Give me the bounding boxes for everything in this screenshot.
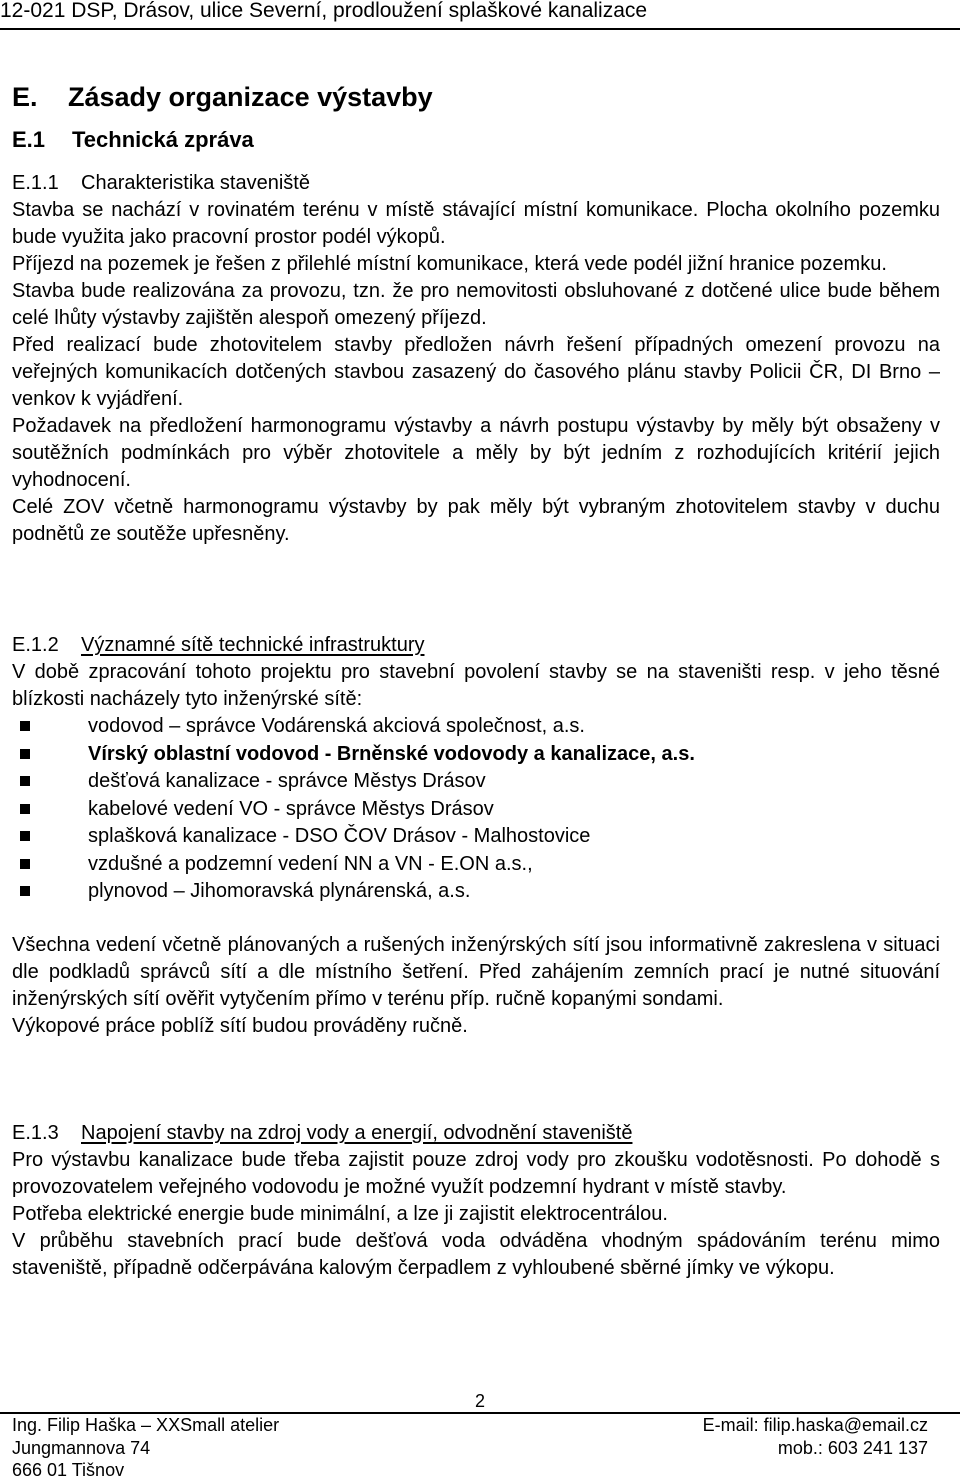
paragraph: Výkopové práce poblíž sítí budou prováděny ručně. bbox=[12, 1014, 468, 1037]
subsection-infrastructure-networks bbox=[12, 632, 940, 1040]
paragraph: V průběhu stavebních prací bude dešťová voda odváděna vhodným spádováním terénu mimo staveniště, případně odčerpávána kalovým čerpadlem z vyhloubené sběrné jímky ve výkopu. bbox=[12, 1230, 940, 1279]
square-bullet-icon bbox=[20, 831, 30, 841]
paragraph: Příjezd na pozemek je řešen z přilehlé místní komunikace, která vede podél jižní hranice pozemku. bbox=[12, 253, 887, 275]
square-bullet-icon bbox=[20, 776, 30, 786]
paragraph: Potřeba elektrické energie bude minimální, a lze ji zajistit elektrocentrálou. bbox=[12, 1203, 668, 1225]
paragraph: Požadavek na předložení harmonogramu výstavby a návrh postupu výstavby by měly být obsaženy v soutěžních podmínkách pro výběr zhotovitele a měly by být jedním z rozhodujících kritérií jejich vyhodnocení. bbox=[12, 415, 940, 491]
section-number: E.1 bbox=[12, 127, 46, 152]
list-item-text: splašková kanalizace - DSO ČOV Drásov - Malhostovice bbox=[88, 825, 591, 847]
square-bullet-icon bbox=[20, 886, 30, 896]
list-item bbox=[20, 796, 940, 824]
paragraph: Před realizací bude zhotovitelem stavby předložen návrh řešení případných omezení provozu na veřejných komunikacích dotčených stavbou zasazený do časového plánu stavby Policii ČR, DI Brno – venkov k vyjádření. bbox=[12, 334, 940, 410]
footer-phone: mob.: 603 241 137 bbox=[777, 1437, 928, 1458]
subsection-title: Významné sítě technické infrastruktury bbox=[81, 634, 425, 656]
subsection-title: Napojení stavby na zdroj vody a energií, odvodnění staveniště bbox=[81, 1122, 633, 1144]
list-item-text: vzdušné a podzemní vedení NN a VN - E.ON a.s., bbox=[88, 852, 533, 875]
list-item bbox=[20, 768, 940, 796]
square-bullet-icon bbox=[20, 804, 30, 814]
footer-contact bbox=[703, 1414, 928, 1459]
list-item-text: dešťová kanalizace - správce Městys Drásov bbox=[88, 770, 486, 792]
list-item bbox=[20, 741, 940, 769]
square-bullet-icon bbox=[20, 749, 30, 759]
subsection-site-characteristics bbox=[12, 170, 940, 548]
footer-email: E-mail: filip.haska@email.cz bbox=[702, 1415, 928, 1435]
subsection-number: E.1.3 bbox=[12, 1122, 59, 1144]
chapter-heading bbox=[12, 80, 433, 114]
chapter-number: E. bbox=[12, 82, 38, 112]
list-item-text: kabelové vedení VO - správce Městys Drásov bbox=[88, 797, 494, 820]
footer-street: Jungmannova 74 bbox=[12, 1437, 151, 1458]
list-item-text: plynovod – Jihomoravská plynárenská, a.s. bbox=[88, 880, 471, 902]
paragraph: Stavba bude realizována za provozu, tzn. že pro nemovitosti obsluhované z dotčené ulice bude během celé lhůty výstavby zajištěn alespoň omezený příjezd. bbox=[12, 280, 940, 329]
list-item-text: vodovod – správce Vodárenská akciová společnost, a.s. bbox=[88, 715, 585, 737]
subsection-heading bbox=[12, 632, 940, 659]
paragraph: Všechna vedení včetně plánovaných a rušených inženýrských sítí jsou informativně zakreslena v situaci dle podkladů správců sítí a dle místního šetření. Před zahájením zemních prací je nutné situování inženýrských sítí ověřit vytyčením přímo v terénu příp. ručně kopanými sondami. bbox=[12, 933, 940, 1010]
page-number: 2 bbox=[474, 1391, 485, 1411]
chapter-title: Zásady organizace výstavby bbox=[68, 82, 433, 112]
subsection-title: Charakteristika staveniště bbox=[81, 172, 310, 194]
subsection-water-energy-drainage bbox=[12, 1120, 940, 1282]
paragraph: Celé ZOV včetně harmonogramu výstavby by pak měly být vybraným zhotovitelem stavby v duchu podnětů ze soutěže upřesněny. bbox=[12, 496, 940, 545]
list-item bbox=[20, 878, 940, 906]
list-item-text: Vírský oblastní vodovod - Brněnské vodovody a kanalizace, a.s. bbox=[88, 742, 695, 765]
footer-author: Ing. Filip Haška – XXSmall atelier bbox=[12, 1415, 280, 1435]
header-divider bbox=[0, 28, 960, 30]
section-heading bbox=[12, 125, 254, 155]
paragraph: V době zpracování tohoto projektu pro stavební povolení stavby se na staveništi resp. v jeho těsné blízkosti nacházely tyto inženýrské sítě: bbox=[12, 661, 940, 710]
subsection-heading bbox=[12, 1120, 940, 1147]
networks-list bbox=[20, 713, 940, 906]
paragraph: Stavba se nachází v rovinatém terénu v místě stávající místní komunikace. Plocha okolního pozemku bude využita jako pracovní prostor podél výkopů. bbox=[12, 199, 940, 248]
subsection-number: E.1.1 bbox=[12, 172, 59, 194]
section-title: Technická zpráva bbox=[72, 127, 254, 152]
subsection-heading bbox=[12, 170, 940, 197]
square-bullet-icon bbox=[20, 859, 30, 869]
list-item bbox=[20, 713, 940, 741]
footer-city: 666 01 Tišnov bbox=[12, 1460, 125, 1480]
list-item bbox=[20, 823, 940, 851]
page-header-title: 12-021 DSP, Drásov, ulice Severní, prodloužení splaškové kanalizace bbox=[0, 0, 648, 22]
subsection-number: E.1.2 bbox=[12, 634, 59, 656]
square-bullet-icon bbox=[20, 721, 30, 731]
footer-address bbox=[12, 1414, 279, 1482]
list-item bbox=[20, 851, 940, 879]
paragraph: Pro výstavbu kanalizace bude třeba zajistit pouze zdroj vody pro zkoušku vodotěsnosti. Po dohodě s provozovatelem veřejného vodovodu je možné využít podzemní hydrant v místě stavby. bbox=[12, 1149, 940, 1198]
